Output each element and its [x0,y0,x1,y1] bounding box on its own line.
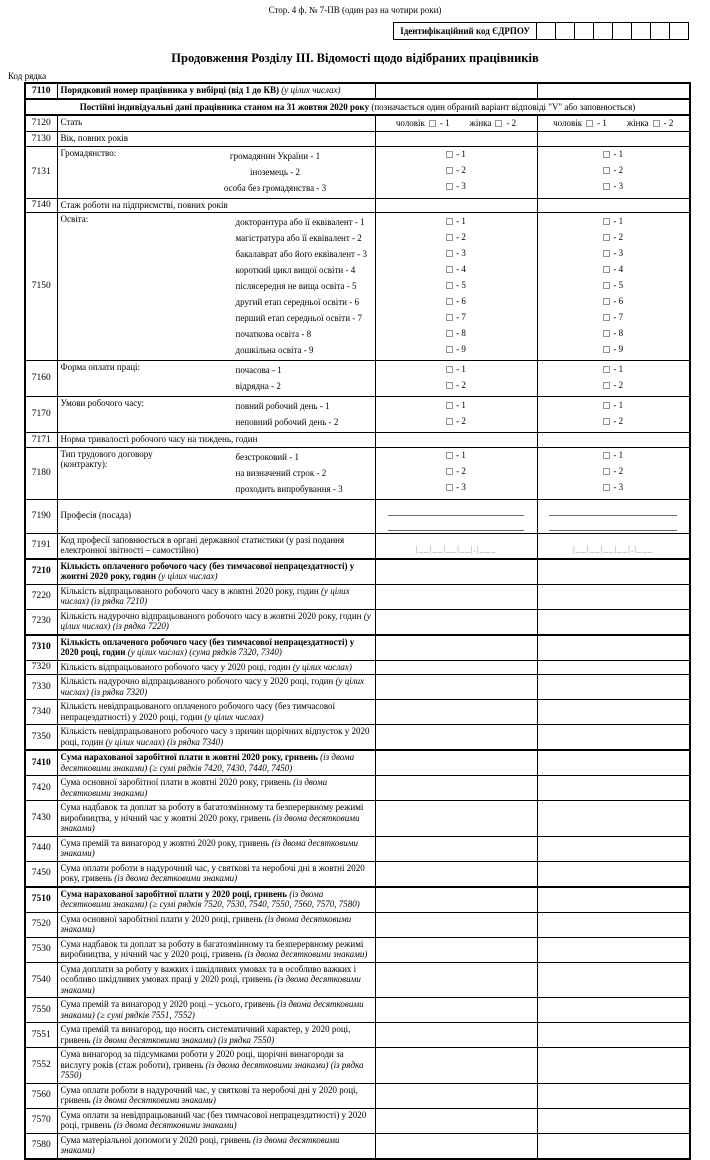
entry-cell-worker2[interactable] [537,660,690,675]
table-row-7180 [25,447,690,499]
checkbox-icon[interactable] [446,183,453,190]
table-row-7450 [25,861,690,887]
checkbox-icon[interactable] [653,120,660,127]
row-code: 7580 [25,1133,57,1159]
entry-cell-worker2[interactable] [537,1108,690,1133]
row-code: 7530 [25,937,57,962]
write-line[interactable] [388,518,524,531]
row-label: Умови робочого часу: повний робочий день - 1 неповний робочий день - 2 [57,397,375,433]
entry-cell-worker2[interactable] [537,83,690,99]
entry-cell-worker1[interactable] [375,801,537,837]
checkbox-icon[interactable] [446,452,453,459]
section-header-row [25,99,690,116]
row-code: 7191 [25,533,57,559]
row-label: Кількість надурочно відпрацьованого робочого часу у 2020 році, годин (у цілих числах) (із рядка 7320) [57,675,375,700]
row-label: Вік, повних років [57,132,375,147]
table-row-7580 [25,1133,690,1159]
row-label: Кількість оплаченого робочого часу (без тимчасової непрацездатності) у 2020 році, годин (у цілих числах) (сума рядків 7320, 7340) [57,635,375,661]
row-label: Сума премій та винагород у жовтні 2020 року, гривень (із двома десятковими знаками) [57,836,375,861]
option-label: магістратура або її еквівалент - 2 [235,233,362,243]
write-line[interactable] [549,518,677,531]
entry-cell-worker2: - 1 - 2 - 3 - 4 - 5 - 6 - 7 - 8 - 9 [537,213,690,361]
checkbox-icon[interactable] [446,418,453,425]
table-row-7220 [25,584,690,609]
row-label: Сума оплати роботи в надурочний час, у святкові та неробочі дні у 2020 році, гривень (із двома десятковими знаками) [57,1083,375,1108]
row-code: 7440 [25,836,57,861]
table-row-7551 [25,1023,690,1048]
entry-cell-worker1[interactable] [375,660,537,675]
edrpou-cell[interactable] [651,22,670,40]
entry-cell-worker1[interactable] [375,937,537,962]
entry-cell-worker2[interactable] [537,198,690,213]
entry-cell-worker2[interactable] [537,1083,690,1108]
table-row-7210 [25,559,690,585]
checkbox-icon[interactable] [603,346,610,353]
row-code: 7551 [25,1023,57,1048]
entry-cell-worker2[interactable] [537,836,690,861]
write-line[interactable] [388,503,524,516]
row-label: Сума доплати за роботу у важких і шкідливих умовах та в особливо важких і особливо шкідливих умовах праці у 2020 році, гривень (із двома десятковими знаками) [57,962,375,998]
row-code: 7310 [25,635,57,661]
checkbox-icon[interactable] [603,250,610,257]
table-row-7340 [25,700,690,725]
entry-cell-worker2[interactable] [537,635,690,661]
option-label: бакалаврат або його еквівалент - 3 [235,249,367,259]
entry-cell-worker1[interactable] [375,998,537,1023]
option-label: іноземець - 2 [250,166,300,177]
entry-cell-worker2[interactable] [537,912,690,937]
option-label: початкова освіта - 8 [235,329,312,339]
checkbox-icon[interactable] [495,120,502,127]
table-row-7510 [25,887,690,913]
male-tag: - 1 [597,117,607,128]
row-code-column-label: Код рядка [8,71,47,81]
row-code: 7160 [25,361,57,397]
page-header-note: Стор. 4 ф. № 7-ПВ (один раз на чотири роки) [268,5,442,15]
entry-cell-worker2: - 1 - 2 [537,361,690,397]
table-row-7350 [25,725,690,751]
checkbox-icon[interactable] [446,282,453,289]
entry-cell-worker1[interactable] [375,1133,537,1159]
table-row-7131 [25,146,690,198]
option-label: особа без громадянства - 3 [223,182,327,193]
table-row-7430 [25,801,690,837]
entry-cell-worker1[interactable] [375,1083,537,1108]
entry-cell-worker1[interactable] [375,725,537,751]
row-label: Сума нарахованої заробітної плати у 2020 році, гривень (із двома десятковими знаками) (≥ сумі рядків 7520, 7530, 7540, 7550, 7560, 7570, 7580) [57,887,375,913]
entry-cell-worker2: - 1 - 2 - 3 [537,447,690,499]
entry-cell-worker1: - 1 - 2 - 3 [375,447,537,499]
entry-cell-worker1[interactable] [375,887,537,913]
row-label: Кількість невідпрацьованого робочого часу з причин щорічних відпусток у 2020 році, годин (у цілих числах) (із рядка 7340) [57,725,375,751]
edrpou-cell[interactable] [556,22,575,40]
row-code: 7131 [25,146,57,198]
edrpou-cell[interactable] [594,22,613,40]
checkbox-icon[interactable] [446,346,453,353]
entry-cell-worker1[interactable] [375,635,537,661]
entry-cell-worker1[interactable] [375,433,537,448]
entry-cell-worker1[interactable] [375,836,537,861]
edrpou-cell[interactable] [537,22,556,40]
profession-field-worker1[interactable] [375,499,537,533]
female-label: жінка [626,117,649,128]
female-label: жінка [469,117,492,128]
table-row-7130 [25,132,690,147]
checkbox-icon[interactable] [603,298,610,305]
entry-cell-worker2[interactable] [537,887,690,913]
checkbox-icon[interactable] [446,366,453,373]
entry-cell-worker1[interactable] [375,776,537,801]
edrpou-label: Ідентифікаційний код ЄДРПОУ [393,22,537,40]
table-row-7191 [25,533,690,559]
checkbox-icon[interactable] [603,366,610,373]
page-title: Продовження Розділу III. Відомості щодо відібраних працівників [171,51,539,65]
table-row-7560 [25,1083,690,1108]
table-row-7230 [25,609,690,635]
checkbox-icon[interactable] [603,151,610,158]
entry-cell-worker2[interactable] [537,433,690,448]
checkbox-icon[interactable] [603,167,610,174]
write-line[interactable] [549,503,677,516]
row-label: Порядковий номер працівника у вибірці (від 1 до КВ) (у цілих числах) [57,83,375,99]
checkbox-icon[interactable] [603,382,610,389]
option-label: перший етап середньої освіти - 7 [235,313,363,323]
table-row-7160 [25,361,690,397]
entry-cell-worker2 [537,115,690,132]
entry-cell-worker2[interactable] [537,801,690,837]
row-label: Освіта: докторантура або її еквівалент - 1 магістратура або її еквівалент - 2 бакалаврат або його еквівалент - 3 короткий цикл вищої освіти - 4 післясередня не вища освіта - 5 другий етап середньої освіти - 6 перший етап середньої освіти - 7 початкова освіта - 8 дошкільна освіта - 9 [57,213,375,361]
entry-cell-worker1[interactable] [375,1023,537,1048]
form-table [24,82,691,1160]
table-row-7170 [25,397,690,433]
checkbox-icon[interactable] [446,167,453,174]
checkbox-icon[interactable] [429,120,436,127]
checkbox-icon[interactable] [446,402,453,409]
option-label: безстроковий - 1 [235,451,299,462]
checkbox-icon[interactable] [586,120,593,127]
option-label: відрядна - 2 [235,381,281,391]
profession-code-worker1[interactable] [375,533,537,559]
entry-cell-worker1[interactable] [375,912,537,937]
table-row-7550 [25,998,690,1023]
table-row-7140 [25,198,690,213]
checkbox-icon[interactable] [603,330,610,337]
entry-cell-worker1 [375,115,537,132]
option-label: громадянин України - 1 [229,150,321,161]
row-code: 7150 [25,213,57,361]
female-tag: - 2 [663,117,674,128]
row-label: Форма оплати праці: почасова - 1 відрядна - 2 [57,361,375,397]
entry-cell-worker1[interactable] [375,750,537,776]
row-code: 7430 [25,801,57,837]
row-label: Сума надбавок та доплат за роботу в багатозмінному та безперервному режимі виробництва, у нічний час у жовтні 2020 року, гривень (із двома десятковими знаками) [57,801,375,837]
table-row-7310 [25,635,690,661]
checkbox-icon[interactable] [603,484,610,491]
row-label: Сума нарахованої заробітної плати в жовтні 2020 року, гривень (із двома десятковими знаками) (≥ сумі рядків 7420, 7430, 7440, 7450) [57,750,375,776]
entry-cell-worker2[interactable] [537,1048,690,1084]
edrpou-cell[interactable] [613,22,632,40]
checkbox-icon[interactable] [603,468,610,475]
checkbox-icon[interactable] [446,484,453,491]
code-boxes[interactable]: |__|__|__|__|.|___ [572,543,654,554]
edrpou-cell[interactable] [670,22,689,40]
row-label: Кількість відпрацьованого робочого часу в жовтні 2020 року, годин (у цілих числах) (із рядка 7210) [57,584,375,609]
row-code: 7170 [25,397,57,433]
entry-cell-worker1[interactable] [375,675,537,700]
entry-cell-worker2[interactable] [537,132,690,147]
row-code: 7140 [25,198,57,213]
row-label: Кількість надурочно відпрацьованого робочого часу в жовтні 2020 року, годин (у цілих числах) (із рядка 7220) [57,609,375,635]
row-code: 7190 [25,499,57,533]
row-label: Сума матеріальної допомоги у 2020 році, гривень (із двома десятковими знаками) [57,1133,375,1159]
entry-cell-worker2[interactable] [537,937,690,962]
code-boxes[interactable]: |__|__|__|__|.|___ [415,543,497,554]
row-label: Сума оплати роботи в надурочний час, у святкові та неробочі дні в жовтні 2020 року, гривень (із двома десятковими знаками) [57,861,375,887]
row-code: 7230 [25,609,57,635]
checkbox-icon[interactable] [446,468,453,475]
checkbox-icon[interactable] [446,151,453,158]
table-row-7410 [25,750,690,776]
entry-cell-worker1[interactable] [375,700,537,725]
entry-cell-worker2[interactable] [537,584,690,609]
row-code: 7110 [25,83,57,99]
row-code: 7120 [25,115,57,132]
profession-code-worker2[interactable] [537,533,690,559]
row-code: 7560 [25,1083,57,1108]
checkbox-icon[interactable] [446,330,453,337]
row-label: Сума винагород за підсумками роботи у 2020 році, щорічні винагороди за вислугу років (стаж роботи), гривень (із двома десятковими знаками) (із рядка 7550) [57,1048,375,1084]
table-row-7330 [25,675,690,700]
row-label: Професія (посада) [57,499,375,533]
female-tag: - 2 [506,117,517,128]
entry-cell-worker1[interactable] [375,1108,537,1133]
row-code: 7340 [25,700,57,725]
entry-cell-worker1[interactable] [375,962,537,998]
row-code: 7540 [25,962,57,998]
row-code: 7520 [25,912,57,937]
table-row-7150 [25,213,690,361]
row-label: Кількість невідпрацьованого оплаченого робочого часу (без тимчасової непрацездатності) у 2020 році, годин (у цілих числах) [57,700,375,725]
row-code: 7550 [25,998,57,1023]
row-code: 7180 [25,447,57,499]
entry-cell-worker2[interactable] [537,750,690,776]
row-code: 7450 [25,861,57,887]
entry-cell-worker2[interactable] [537,962,690,998]
row-code: 7171 [25,433,57,448]
table-row-7440 [25,836,690,861]
row-code: 7130 [25,132,57,147]
table-row-7171 [25,433,690,448]
checkbox-icon[interactable] [446,250,453,257]
row-label: Громадянство: громадянин України - 1 іноземець - 2 особа без громадянства - 3 [57,146,375,198]
option-label: докторантура або її еквівалент - 1 [235,217,365,227]
entry-cell-worker1[interactable] [375,132,537,147]
checkbox-icon[interactable] [603,183,610,190]
checkbox-icon[interactable] [603,452,610,459]
checkbox-icon[interactable] [446,266,453,273]
row-code: 7552 [25,1048,57,1084]
option-label: післясередня не вища освіта - 5 [235,281,357,291]
entry-cell-worker1[interactable] [375,198,537,213]
checkbox-icon[interactable] [446,218,453,225]
row-label: Кількість відпрацьованого робочого часу у 2020 році, годин (у цілих числах) [57,660,375,675]
checkbox-icon[interactable] [446,382,453,389]
checkbox-icon[interactable] [603,282,610,289]
entry-cell-worker1: - 1 - 2 - 3 - 4 - 5 - 6 - 7 - 8 - 9 [375,213,537,361]
entry-cell-worker2[interactable] [537,609,690,635]
entry-cell-worker2[interactable] [537,998,690,1023]
checkbox-icon[interactable] [603,266,610,273]
checkbox-icon[interactable] [603,402,610,409]
table-row-7530 [25,937,690,962]
row-code: 7510 [25,887,57,913]
row-label: Сума премій та винагород у 2020 році – усього, гривень (із двома десятковими знаками) (≥ сумі рядків 7551, 7552) [57,998,375,1023]
entry-cell-worker1: - 1 - 2 - 3 [375,146,537,198]
edrpou-cell[interactable] [575,22,594,40]
checkbox-icon[interactable] [603,218,610,225]
row-code: 7320 [25,660,57,675]
table-row-7552 [25,1048,690,1084]
entry-cell-worker2[interactable] [537,725,690,751]
checkbox-icon[interactable] [603,234,610,241]
checkbox-icon[interactable] [446,234,453,241]
option-label: неповний робочий день - 2 [235,417,339,427]
entry-cell-worker1[interactable] [375,584,537,609]
row-label: Стать [57,115,375,132]
entry-cell-worker1[interactable] [375,559,537,585]
row-label: Норма тривалості робочого часу на тиждень, годин [57,433,375,448]
entry-cell-worker2[interactable] [537,1023,690,1048]
option-label: на визначений строк - 2 [235,467,327,478]
table-row-7190 [25,499,690,533]
row-code: 7410 [25,750,57,776]
male-label: чоловік [395,117,425,128]
entry-cell-worker2[interactable] [537,559,690,585]
row-label: Кількість оплаченого робочого часу (без тимчасової непрацездатності) у жовтні 2020 року, годин (у цілих числах) [57,559,375,585]
edrpou-cell[interactable] [632,22,651,40]
row-label: Сума основної заробітної плати в жовтні 2020 року, гривень (із двома десятковими знаками) [57,776,375,801]
entry-cell-worker1[interactable] [375,861,537,887]
option-label: повний робочий день - 1 [235,401,330,411]
entry-cell-worker1[interactable] [375,83,537,99]
entry-cell-worker1: - 1 - 2 [375,397,537,433]
option-label: проходить випробування - 3 [235,483,343,494]
option-label: почасова - 1 [235,365,282,375]
entry-cell-worker2: - 1 - 2 - 3 [537,146,690,198]
checkbox-icon[interactable] [446,314,453,321]
table-row-7120 [25,115,690,132]
entry-cell-worker1[interactable] [375,1048,537,1084]
row-label: Сума оплати за невідпрацьований час (без тимчасової непрацездатності) у 2020 році, гривень (із двома десятковими знаками) [57,1108,375,1133]
row-label: Код професії заповнюється в органі державної статистики (у разі подання електронної звітності – самостійно) [57,533,375,559]
row-code: 7350 [25,725,57,751]
entry-cell-worker2: - 1 - 2 [537,397,690,433]
entry-cell-worker2[interactable] [537,776,690,801]
row-label: Сума премій та винагород, що носять систематичний характер, у 2020 році, гривень (із двома десятковими знаками) (із рядка 7550) [57,1023,375,1048]
entry-cell-worker2[interactable] [537,861,690,887]
row-code: 7330 [25,675,57,700]
row-code: 7420 [25,776,57,801]
table-row-7540 [25,962,690,998]
row-label: Сума надбавок та доплат за роботу в багатозмінному та безперервному режимі виробництва, у нічний час у 2020 році, гривень (із двома десятковими знаками) [57,937,375,962]
table-row-7320 [25,660,690,675]
checkbox-icon[interactable] [446,298,453,305]
table-row-7420 [25,776,690,801]
option-label: другий етап середньої освіти - 6 [235,297,359,307]
checkbox-icon[interactable] [603,314,610,321]
table-row-7520 [25,912,690,937]
checkbox-icon[interactable] [603,418,610,425]
male-label: чоловік [553,117,583,128]
entry-cell-worker2[interactable] [537,700,690,725]
row-code: 7210 [25,559,57,585]
row-label: Стаж роботи на підприємстві, повних років [57,198,375,213]
row-label: Сума основної заробітної плати у 2020 році, гривень (із двома десятковими знаками) [57,912,375,937]
male-tag: - 1 [439,117,450,128]
entry-cell-worker2[interactable] [537,675,690,700]
profession-field-worker2[interactable] [537,499,690,533]
entry-cell-worker1[interactable] [375,609,537,635]
row-code: 7570 [25,1108,57,1133]
entry-cell-worker2[interactable] [537,1133,690,1159]
row-label: Тип трудового договору (контракту): безстроковий - 1 на визначений строк - 2 проходить випробування - 3 [57,447,375,499]
edrpou-block [393,22,689,40]
table-row-7570 [25,1108,690,1133]
table-row-7110 [25,83,690,99]
option-label: короткий цикл вищої освіти - 4 [235,265,356,275]
entry-cell-worker1: - 1 - 2 [375,361,537,397]
option-label: дошкільна освіта - 9 [235,345,314,355]
section-header: Постійні індивідуальні дані працівника станом на 31 жовтня 2020 року (позначається один обраний варіант відповіді "V" або заповнюється) [25,99,690,116]
row-code: 7220 [25,584,57,609]
